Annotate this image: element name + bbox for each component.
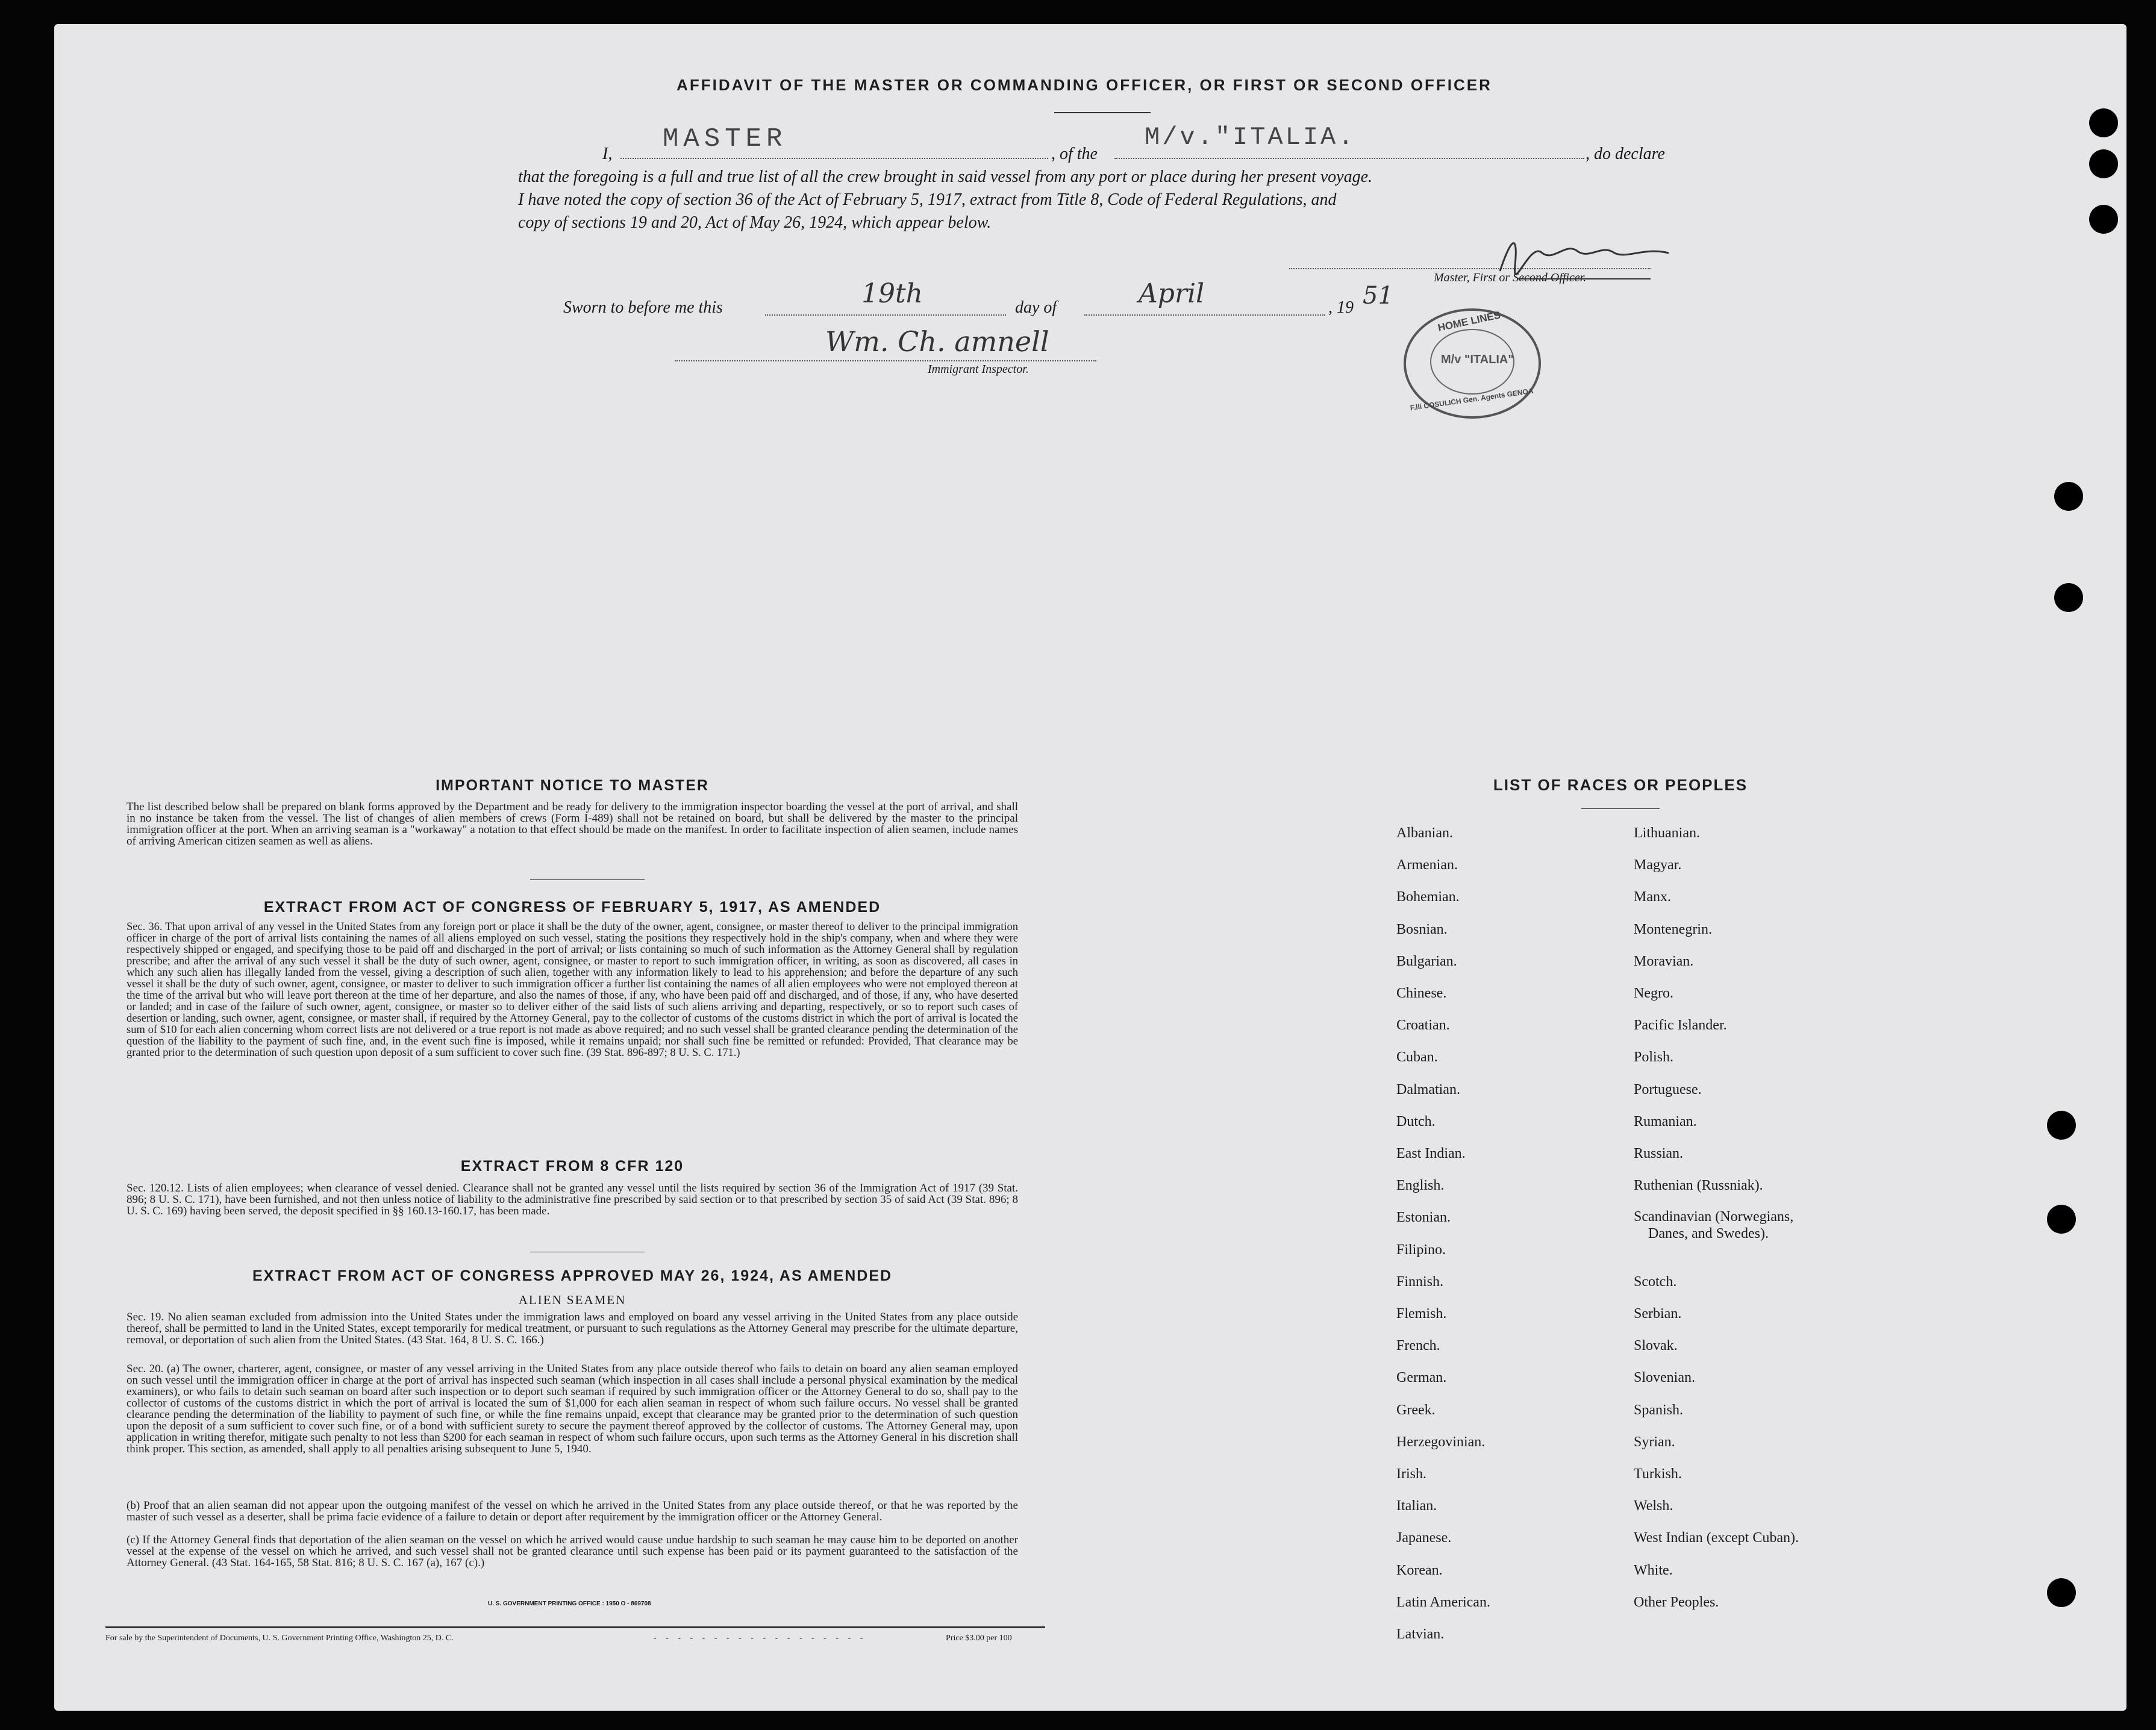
race-item: Cuban. (1396, 1049, 1438, 1066)
price-text: Price $3.00 per 100 (946, 1634, 1012, 1643)
race-item: Manx. (1634, 889, 1671, 905)
master-signature (1494, 229, 1675, 277)
race-item: Latvian. (1396, 1626, 1445, 1642)
race-item: Chinese. (1396, 985, 1447, 1001)
extract-1917-title: EXTRACT FROM ACT OF CONGRESS OF FEBRUARY 5, 1917, AS AMENDED (263, 899, 881, 916)
vessel-field-line (1114, 158, 1584, 159)
race-item: Latin American. (1396, 1594, 1490, 1610)
punch-hole (2054, 482, 2083, 511)
sec20b-text: (b) Proof that an alien seaman did not appear upon the outgoing manifest of the vessel on which he arrived in the United States from any place outside thereof, or that he was reported by the master of such vessel as a deserter, shall be prima facie evidence of a failure to detain or deport after requirement by the immigration officer or the Attorney General. (127, 1499, 1018, 1523)
extract-cfr-title: EXTRACT FROM 8 CFR 120 (460, 1158, 684, 1175)
race-item: Slovak. (1634, 1338, 1678, 1354)
punch-hole (2089, 205, 2118, 234)
race-item: Filipino. (1396, 1241, 1446, 1258)
sec20a-text: Sec. 20. (a) The owner, charterer, agent, consignee, or master of any vessel arriving in the United States from any place outside thereof who fails to detain on board any alien seaman employed on such vessel until the immigration officer in charge at the port of arrival has inspected such seaman (which inspection in all cases shall include a personal physical examination by the medical examiners), or who fails to detain such seaman on board after such inspection or to deport such seaman if required by such immigration officer or the Attorney General to do so, shall pay to the collector of customs of the customs district in which the port of arrival is located the sum of $1,000 for each alien seaman in respect of whom such failure occurs. No vessel shall be granted clearance pending the determination of the liability to payment of such fine, or while the fine remains unpaid, except that clearance may be granted prior to the determination of such question upon the deposit of a sum sufficient to cover such fine, or of a bond with sufficient surety to secure the payment thereof approved by the collector of customs. The Attorney General may, upon application in writing therefor, mitigate such penalty to not less than $200 for each seaman in respect of whom such failure occurs, upon such terms as the Attorney General in his discretion shall think proper. This section, as amended, shall apply to all penalties arising subsequent to June 5, 1940. (127, 1363, 1018, 1455)
race-item: Irish. (1396, 1466, 1426, 1482)
race-item: French. (1396, 1338, 1440, 1354)
race-item: Magyar. (1634, 857, 1682, 873)
affidavit-body-line2: I have noted the copy of section 36 of the Act of February 5, 1917, extract from Title 8, Code of Federal Regulations, and (518, 190, 1337, 209)
document-sheet (54, 24, 2126, 1711)
divider (530, 879, 645, 880)
footer-dashes: - - - - - - - - - - - - - - - - - - (654, 1634, 867, 1643)
race-item: Bohemian. (1396, 889, 1460, 905)
race-item: Turkish. (1634, 1466, 1682, 1482)
affidavit-body-line3: copy of sections 19 and 20, Act of May 26, 1924, which appear below. (518, 213, 992, 232)
race-item: German. (1396, 1370, 1447, 1386)
race-item: Pacific Islander. (1634, 1017, 1727, 1034)
inspector-line (675, 360, 1096, 361)
race-item: Bosnian. (1396, 921, 1448, 937)
punch-hole (2054, 583, 2083, 612)
race-item: Finnish. (1396, 1273, 1444, 1290)
divider (1581, 808, 1660, 809)
sec19-text: Sec. 19. No alien seaman excluded from admission into the United States under the immigration laws and employed on board any vessel arriving in the United States from any place outside thereof, shall be permitted to land in the United States, except temporarily for medical treatment, or pursuant to such regulations as the Attorney General may prescribe for the ultimate departure, removal, or deportation of such alien from the United States. (43 Stat. 164, 8 U. S. C. 166.) (127, 1311, 1018, 1346)
footer-rule (105, 1626, 1045, 1628)
i-label: I, (602, 145, 613, 163)
race-item: Croatian. (1396, 1017, 1450, 1034)
of-the-label: , of the (1051, 145, 1098, 163)
race-item: Korean. (1396, 1562, 1443, 1578)
race-item: Albanian. (1396, 825, 1453, 841)
punch-hole (2047, 1111, 2076, 1140)
year-handwritten: 51 (1363, 282, 1393, 310)
sworn-day-handwritten: 19th (861, 278, 923, 309)
race-item: Estonian. (1396, 1210, 1451, 1226)
name-field-line (620, 158, 1048, 159)
race-item: Scandinavian (Norwegians, (1634, 1209, 1794, 1225)
punch-hole (2047, 1205, 2076, 1234)
sec20c-text: (c) If the Attorney General finds that deportation of the alien seaman on the vessel on which he arrived would cause undue hardship to such seaman he may cause him to be deported on another vessel at the expense of the vessel on which he arrived, and such vessel shall not be granted clearance until such expense has been paid or its payment guaranteed to the satisfaction of the Attorney General. (43 Stat. 164-165, 58 Stat. 816; 8 U. S. C. 167 (a), 167 (c).) (127, 1534, 1018, 1569)
race-item: Italian. (1396, 1498, 1437, 1514)
race-item: Negro. (1634, 985, 1673, 1001)
signature-caption: Master, First or Second Officer. (1434, 271, 1587, 284)
race-item: Slovenian. (1634, 1370, 1695, 1386)
race-item: Russian. (1634, 1146, 1684, 1161)
notice-text: The list described below shall be prepared on blank forms approved by the Department and be ready for delivery to the immigration inspector boarding the vessel at the port of arrival, and shall in no instance be taken from the vessel. The list of changes of alien members of crews (Form I-489) shall not be retained on board, but shall be delivered by the master to the principal immigration officer at the port. When an arriving seaman is a "workaway" a notation to that effect should be made on the manifest. In order to facilitate inspection of alien seamen, include names of arriving American citizen seamen as well as aliens. (127, 801, 1018, 848)
race-item: Scotch. (1634, 1273, 1677, 1290)
extract-cfr-text: Sec. 120.12. Lists of alien employees; when clearance of vessel denied. Clearance shall not be granted any vessel until the lists required by section 36 of the Immigration Act of 1917 (39 Stat. 896; 8 U. S. C. 171), have been furnished, and not then unless notice of liability to the administrative fine prescribed by said section or to that prescribed by section 35 of said Act (39 Stat. 896; 8 U. S. C. 169) having been served, the deposit specified in §§ 160.13-160.17, has been made. (127, 1182, 1018, 1217)
race-item: Greek. (1396, 1402, 1436, 1418)
day-field-line (765, 314, 1006, 316)
race-item: Lithuanian. (1634, 825, 1700, 841)
extract-1924-title: EXTRACT FROM ACT OF CONGRESS APPROVED MAY 26, 1924, AS AMENDED (252, 1267, 893, 1284)
month-field-line (1084, 314, 1325, 316)
extract-1924-subtitle: ALIEN SEAMEN (518, 1293, 626, 1307)
stamp-line1: HOME LINES (1437, 309, 1502, 334)
day-of-label: day of (1015, 298, 1057, 317)
race-item: English. (1396, 1178, 1445, 1194)
race-item: Dutch. (1396, 1113, 1436, 1129)
race-item: Welsh. (1634, 1498, 1673, 1514)
race-item: Syrian. (1634, 1434, 1675, 1450)
punch-hole (2089, 108, 2118, 137)
divider (1054, 112, 1151, 113)
race-item: Other Peoples. (1634, 1594, 1719, 1610)
race-item: Japanese. (1396, 1530, 1452, 1546)
race-item: East Indian. (1396, 1146, 1466, 1161)
race-item: White. (1634, 1562, 1673, 1578)
do-declare-label: , do declare (1586, 145, 1665, 163)
year-prefix: , 19 (1328, 298, 1354, 317)
sworn-month-handwritten: April (1139, 278, 1205, 309)
race-item: Bulgarian. (1396, 953, 1457, 969)
affidavit-title: AFFIDAVIT OF THE MASTER OR COMMANDING OFFICER, OR FIRST OR SECOND OFFICER (676, 76, 1492, 94)
affidavit-body-line1: that the foregoing is a full and true list of all the crew brought in said vessel from any port or place during her present voyage. (518, 167, 1373, 186)
race-item: Moravian. (1634, 953, 1694, 969)
races-title: LIST OF RACES OR PEOPLES (1493, 776, 1748, 794)
inspector-signature: Wm. Ch. amnell (825, 325, 1049, 358)
punch-hole (2047, 1578, 2076, 1607)
race-item: Portuguese. (1634, 1081, 1702, 1098)
agent-stamp (1404, 308, 1541, 419)
race-item: Spanish. (1634, 1402, 1684, 1418)
race-item: Serbian. (1634, 1306, 1682, 1322)
master-name-value: MASTER (663, 124, 787, 154)
inspector-caption: Immigrant Inspector. (928, 363, 1029, 376)
strike-first-second (1517, 278, 1651, 279)
extract-1917-text: Sec. 36. That upon arrival of any vessel in the United States from any foreign port or place it shall be the duty of the owner, agent, consignee, or master thereof to deliver to the principal immigration officer in charge of the port of arrival lists containing the names of all aliens employed on such vessel, stating the positions they respectively hold in the ship's company, when and where they were respectively shipped or engaged, and specifying those to be paid off and discharged in the port of arrival; or lists containing so much of such information as the Attorney General shall by regulation prescribe; and after the arrival of any such vessel it shall be the duty of such owner, agent, consignee, or master to report to such immigration officer, in writing, as soon as discovered, all cases in which any such alien has illegally landed from the vessel, giving a description of such alien, together with any information likely to lead to his apprehension; and before the departure of any such vessel it shall be the duty of such owner, agent, consignee, or master to deliver to such immigration officer a further list containing the names of all alien employees who were not employed thereon at the time of the arrival but who will leave port thereon at the time of her departure, and also the names of those, if any, who have been paid off and discharged, and of those, if any, who have deserted or landed; and in case of the failure of such owner, agent, consignee, or master so to deliver either of the said lists of such aliens arriving and departing, respectively, or so to report such cases of desertion or landing, such owner, agent, consignee, or master shall, if required by the Attorney General, pay to the collector of customs of the customs district in which the port of arrival is located the sum of $10 for each alien concerning whom correct lists are not delivered or a true report is not made as above required; and no such vessel shall be granted clearance pending the determination of the question of the liability to the payment of such fine, and, in the event such fine is imposed, while it remains unpaid; nor shall such fine be remitted or refunded: Provided, That clearance may be granted prior to the determination of such question upon deposit of a sum sufficient to cover such fine. (39 Stat. 896-897; 8 U. S. C. 171.) (127, 921, 1018, 1059)
race-item: Danes, and Swedes). (1648, 1226, 1769, 1242)
race-item: West Indian (except Cuban). (1634, 1530, 1799, 1546)
printing-office-line: U. S. GOVERNMENT PRINTING OFFICE : 1950 O - 869708 (488, 1600, 651, 1607)
punch-hole (2089, 149, 2118, 178)
race-item: Montenegrin. (1634, 921, 1712, 937)
race-item: Flemish. (1396, 1306, 1447, 1322)
stamp-line2: M/v "ITALIA" (1441, 353, 1514, 366)
vessel-name-value: M/v."ITALIA. (1145, 123, 1356, 152)
race-item: Armenian. (1396, 857, 1458, 873)
race-item: Herzegovinian. (1396, 1434, 1486, 1450)
notice-title: IMPORTANT NOTICE TO MASTER (436, 777, 709, 794)
race-item: Ruthenian (Russniak). (1634, 1178, 1763, 1194)
for-sale-text: For sale by the Superintendent of Documents, U. S. Government Printing Office, Washington 25, D. C. (105, 1634, 454, 1643)
race-item: Dalmatian. (1396, 1081, 1460, 1098)
stamp-line3: F.lli COSULICH Gen. Agents GENOA (1410, 386, 1534, 413)
race-item: Polish. (1634, 1049, 1674, 1066)
sworn-label: Sworn to before me this (563, 298, 723, 317)
race-item: Rumanian. (1634, 1113, 1697, 1129)
